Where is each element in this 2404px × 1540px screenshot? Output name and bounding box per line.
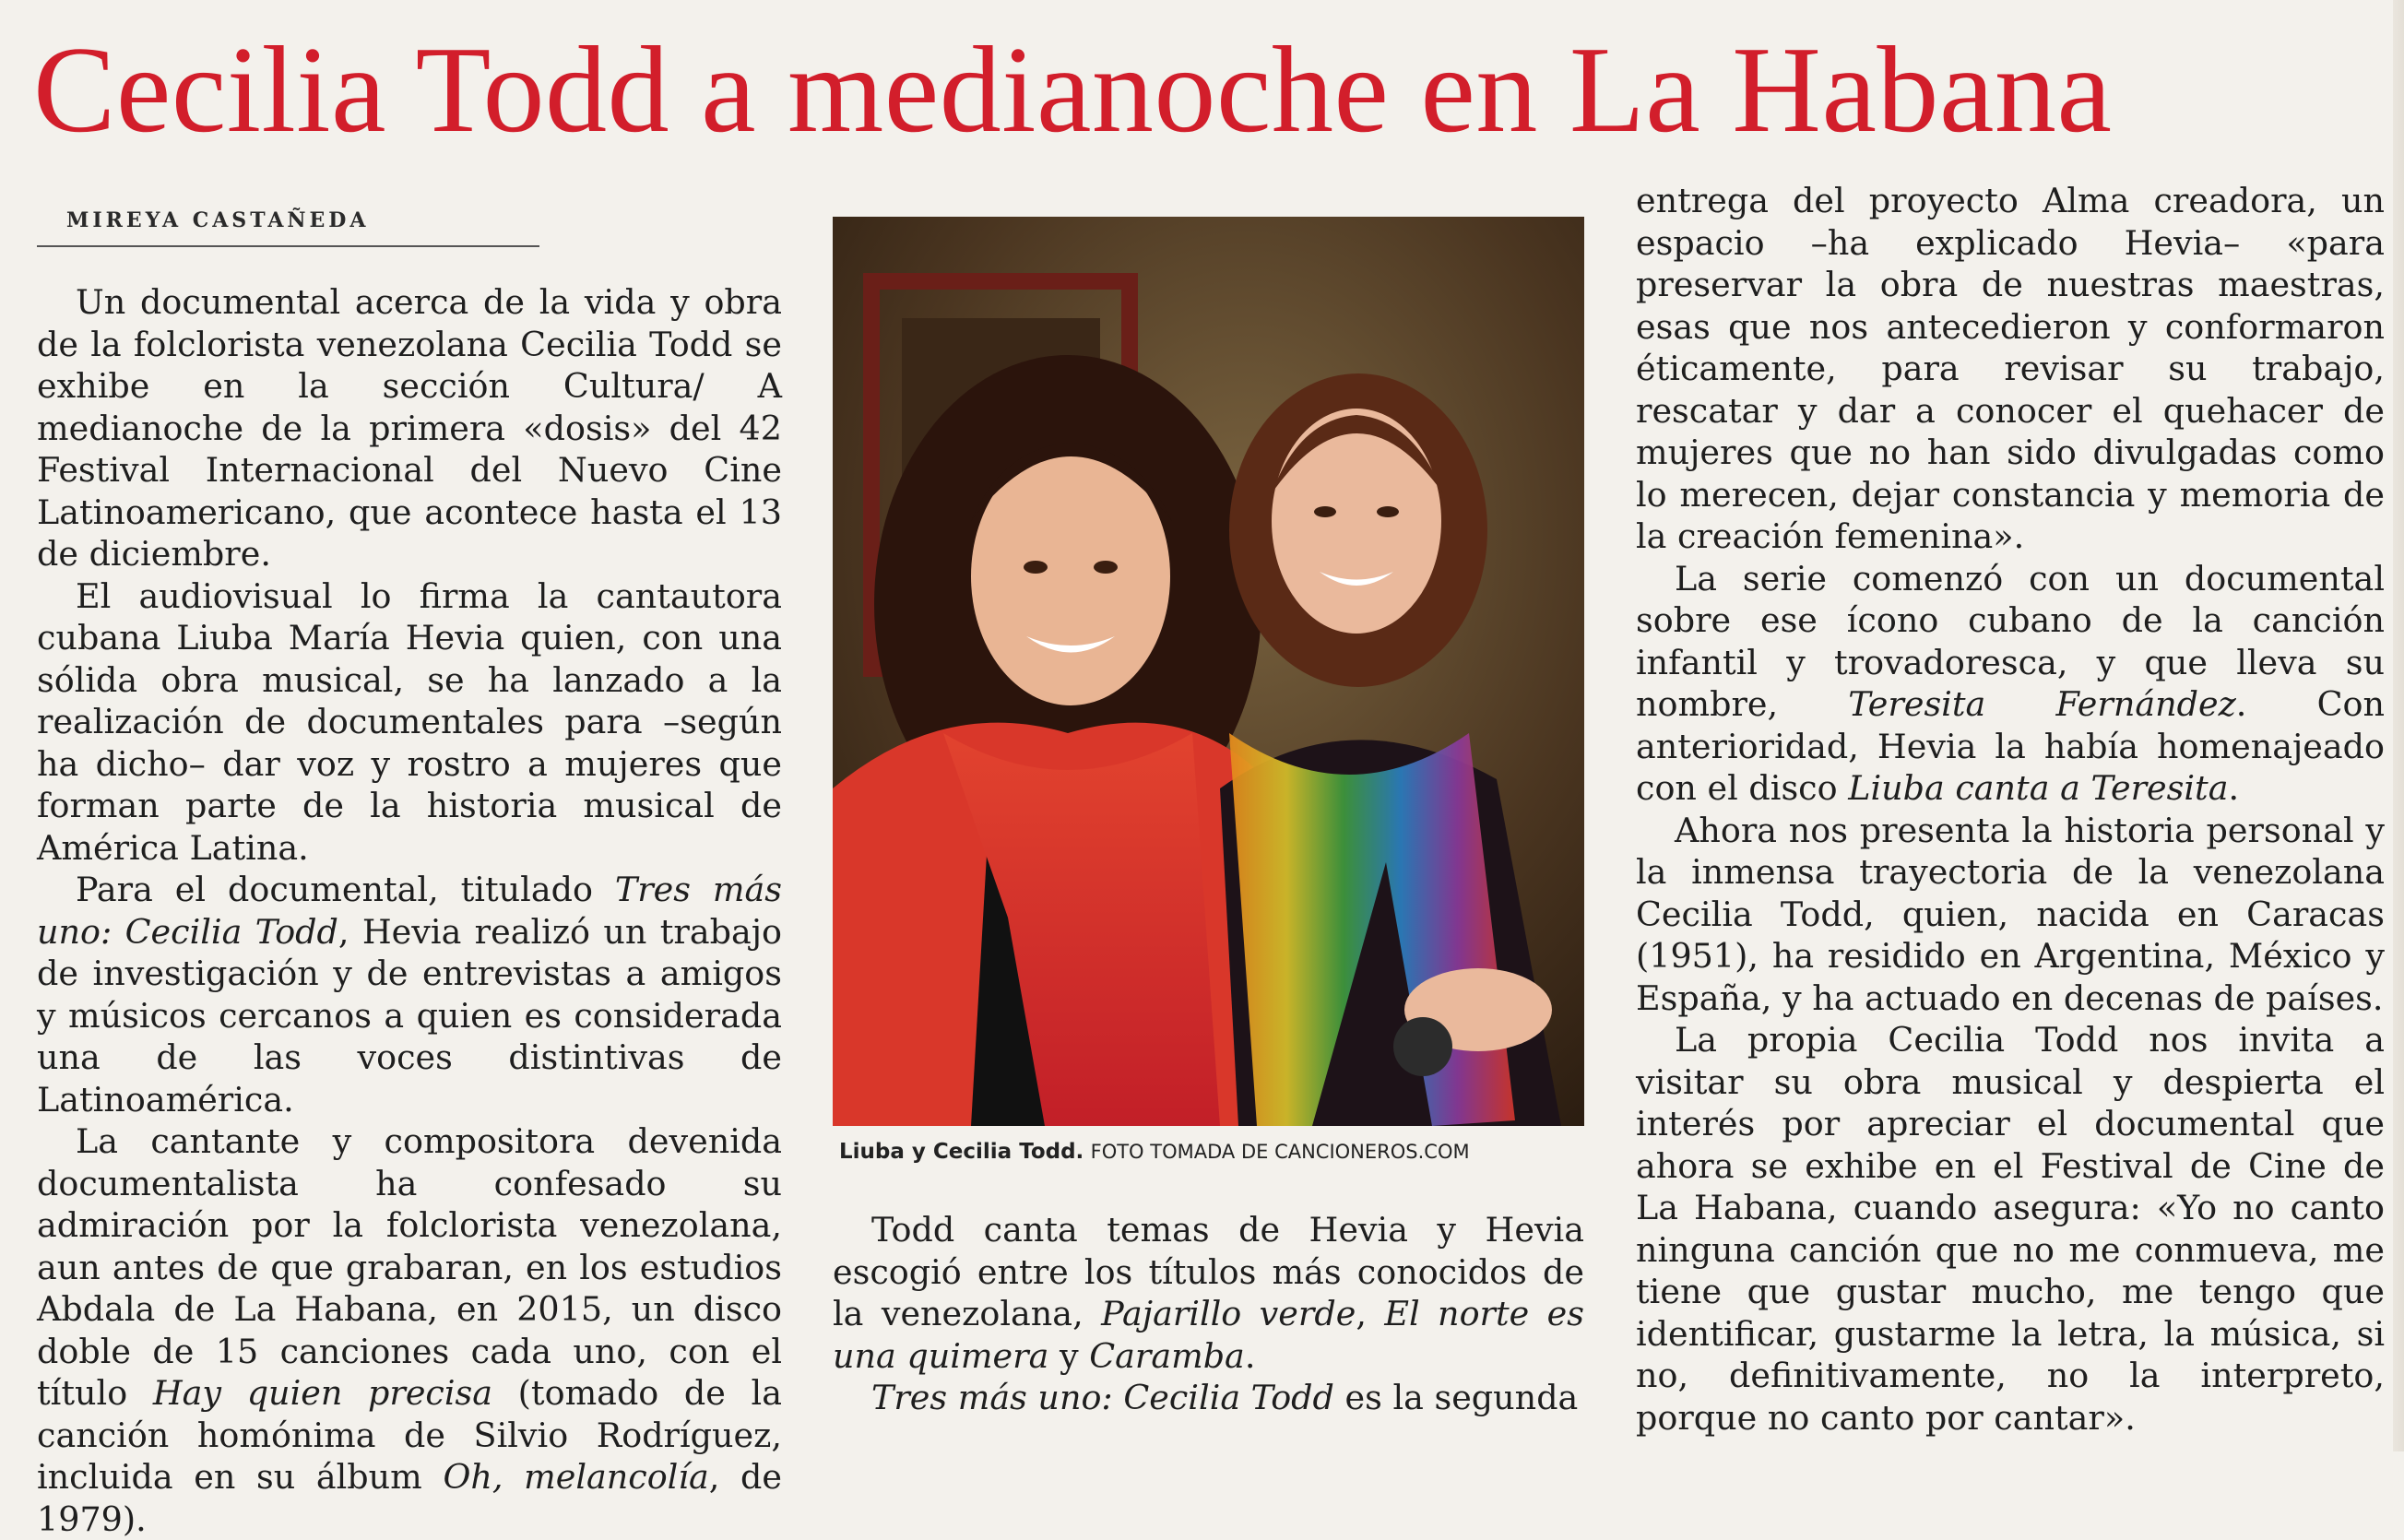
paragraph: Ahora nos presenta la historia personal y la inmensa trayectoria de la venezolana Cecilia Todd, quien, nacida en Caracas (1951), ha residido en Argentina, México y España, y ha actuado en decenas de países. (1636, 810, 2385, 1018)
byline-rule (37, 245, 539, 247)
paragraph: La propia Cecilia Todd nos invita a visitar su obra musical y despierta el interés por apreciar el documental que ahora se exhibe en el Festival de Cine de La Habana, cuando asegura: «Yo no canto ninguna canción que no me conmueva, me tiene que gustar mucho, me tengo que identificar, gustarme la letra, la música, si no, definitivamente, no la interpreto, porque no canto por cantar». (1636, 1020, 2385, 1438)
article-column-2 (833, 1209, 1584, 1419)
photo-illustration (833, 217, 1584, 1126)
byline: MIREYA CASTAÑEDA (66, 208, 370, 232)
paragraph: La serie comenzó con un documental sobre ese ícono cubano de la canción infantil y trovadoresca, y que lleva su nombre, Teresita Fernández. Con anterioridad, Hevia la había homenajeado con el disco Liuba canta a Teresita. (1636, 558, 2385, 808)
article-column-1 (37, 281, 782, 1540)
photo (833, 217, 1584, 1126)
paragraph: El audiovisual lo firma la cantautora cubana Liuba María Hevia quien, con una sólida obra musical, se ha lanzado a la realización de documentales para –según ha dicho– dar voz y rostro a mujeres que forman parte de la historia musical de América Latina. (37, 575, 782, 868)
album-title: Liuba canta a Teresita (1848, 768, 2229, 808)
song-title: Pajarillo verde (1101, 1294, 1356, 1333)
photo-caption (839, 1140, 1584, 1164)
paragraph: Un documental acerca de la vida y obra de la folclorista venezolana Cecilia Todd se exhibe en la sección Cultura/ A medianoche de la primera «dosis» del 42 Festival Internacional del Nuevo Cine Latinoamericano, que acontece hasta el 13 de diciembre. (37, 282, 782, 574)
song-title: El norte es una quimera (833, 1294, 1584, 1376)
paragraph: Todd canta temas de Hevia y Hevia escogió entre los títulos más conocidos de la venezolana, Pajarillo verde, El norte es una quimera y Caramba. (833, 1210, 1584, 1376)
article-column-3 (1636, 180, 2385, 1439)
album-title: Oh, melancolía (443, 1457, 709, 1497)
documentary-title: Tres más uno: Cecilia Todd (871, 1378, 1334, 1417)
page-edge (2393, 0, 2404, 1451)
paragraph: La cantante y compositora devenida documentalista ha confesado su admiración por la folclorista venezolana, aun antes de que grabaran, en los estudios Abdala de La Habana, en 2015, un disco doble de 15 canciones cada uno, con el título Hay quien precisa (tomado de la canción homónima de Silvio Rodríguez, incluida en su álbum Oh, melancolía, de 1979). (37, 1121, 783, 1539)
caption-names: Liuba y Cecilia Todd. (839, 1140, 1084, 1164)
song-title: Caramba (1089, 1335, 1245, 1376)
paragraph: entrega del proyecto Alma creadora, un espacio –ha explicado Hevia– «para preservar la obra de nuestras maestras, esas que nos antecedieron y conformaron éticamente, para revisar su trabajo, rescatar y dar a conocer el quehacer de mujeres que no han sido divulgadas como lo merecen, dejar constancia y memoria de la creación femenina». (1636, 181, 2385, 556)
album-title: Hay quien precisa (152, 1373, 493, 1413)
caption-credit: FOTO TOMADA DE CANCIONEROS.COM (1090, 1141, 1470, 1163)
headline: Cecilia Todd a medianoche en La Habana (33, 21, 2113, 158)
documentary-title: Tres más uno: Cecilia Todd (37, 870, 782, 952)
paragraph: Tres más uno: Cecilia Todd es la segunda (871, 1378, 1579, 1417)
documentary-title: Teresita Fernández (1848, 684, 2236, 724)
paragraph: Para el documental, titulado Tres más uno: Cecilia Todd, Hevia realizó un trabajo de investigación y de entrevistas a amigos y músicos cercanos a quien es considerada una de las voces distintivas de Latinoamérica. (37, 870, 782, 1119)
